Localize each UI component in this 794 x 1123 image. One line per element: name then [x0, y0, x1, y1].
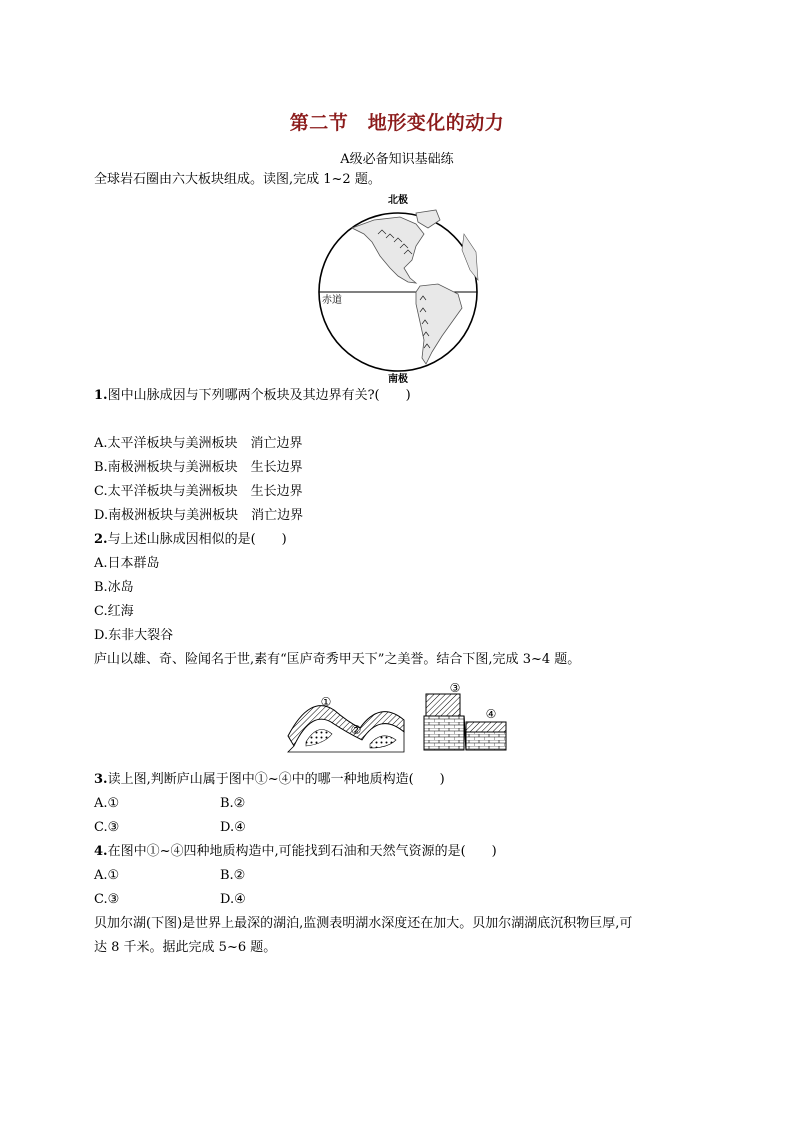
q1-option-d[interactable]: D.南极洲板块与美洲板块 消亡边界: [94, 508, 304, 523]
question-2: [94, 531, 287, 549]
q1-option-a[interactable]: A.太平洋板块与美洲板块 消亡边界: [94, 436, 303, 451]
intro-paragraph-3-line-2: 达 8 千米。据此完成 5~6 题。: [94, 940, 277, 955]
question-number: 1.: [94, 388, 108, 403]
question-stem: 读上图,判断庐山属于图中①~④中的哪一种地质构造( ): [107, 772, 445, 787]
q4-option-a[interactable]: A.①: [94, 868, 120, 883]
question-number: 3.: [94, 772, 108, 787]
structure-label-3: ③: [449, 681, 461, 695]
intro-paragraph-2: 庐山以雄、奇、险闻名于世,素有“匡庐奇秀甲天下”之美誉。结合下图,完成 3~4 题。: [94, 652, 581, 667]
question-3: [94, 771, 445, 789]
question-1: [94, 387, 411, 405]
south-pole-label: 南极: [388, 374, 408, 385]
q2-option-a[interactable]: A.日本群岛: [94, 556, 160, 571]
q4-option-c[interactable]: C.③: [94, 892, 120, 907]
intro-paragraph-1: 全球岩石圈由六大板块组成。读图,完成 1~2 题。: [94, 172, 381, 187]
intro-paragraph-3-line-1: 贝加尔湖(下图)是世界上最深的湖泊,监测表明湖水深度还在加大。贝加尔湖湖底沉积物巨厚,可: [94, 916, 633, 931]
structure-label-4: ④: [485, 707, 497, 721]
q2-option-b[interactable]: B.冰岛: [94, 580, 134, 595]
q4-option-b[interactable]: B.②: [220, 868, 246, 883]
north-pole-label: 北极: [388, 195, 408, 206]
q1-option-c[interactable]: C.太平洋板块与美洲板块 生长边界: [94, 484, 303, 499]
equator-label: 赤道: [322, 295, 342, 306]
question-stem: 与上述山脉成因相似的是( ): [107, 532, 287, 547]
question-4: [94, 843, 497, 861]
page-title: 第二节 地形变化的动力: [289, 112, 505, 134]
q3-option-b[interactable]: B.②: [220, 796, 246, 811]
q2-option-c[interactable]: C.红海: [94, 604, 134, 619]
question-stem: 图中山脉成因与下列哪两个板块及其边界有关?( ): [107, 388, 411, 403]
q3-option-d[interactable]: D.④: [220, 820, 246, 835]
q2-option-d[interactable]: D.东非大裂谷: [94, 628, 174, 643]
structure-label-1: ①: [320, 695, 332, 709]
question-number: 2.: [94, 532, 108, 547]
q3-option-c[interactable]: C.③: [94, 820, 120, 835]
question-number: 4.: [94, 844, 108, 859]
horst-body: [424, 716, 464, 750]
globe-figure: [312, 190, 492, 386]
geologic-structures-figure: [284, 680, 514, 760]
structure-label-2: ②: [350, 723, 362, 737]
graben-body: [466, 732, 506, 750]
graben-top-layer: [466, 722, 506, 732]
q4-option-d[interactable]: D.④: [220, 892, 246, 907]
q3-option-a[interactable]: A.①: [94, 796, 120, 811]
level-heading: A级必备知识基础练: [340, 152, 454, 167]
q1-option-b[interactable]: B.南极洲板块与美洲板块 生长边界: [94, 460, 303, 475]
horst-top-block: [426, 694, 460, 716]
question-stem: 在图中①~④四种地质构造中,可能找到石油和天然气资源的是( ): [107, 844, 497, 859]
